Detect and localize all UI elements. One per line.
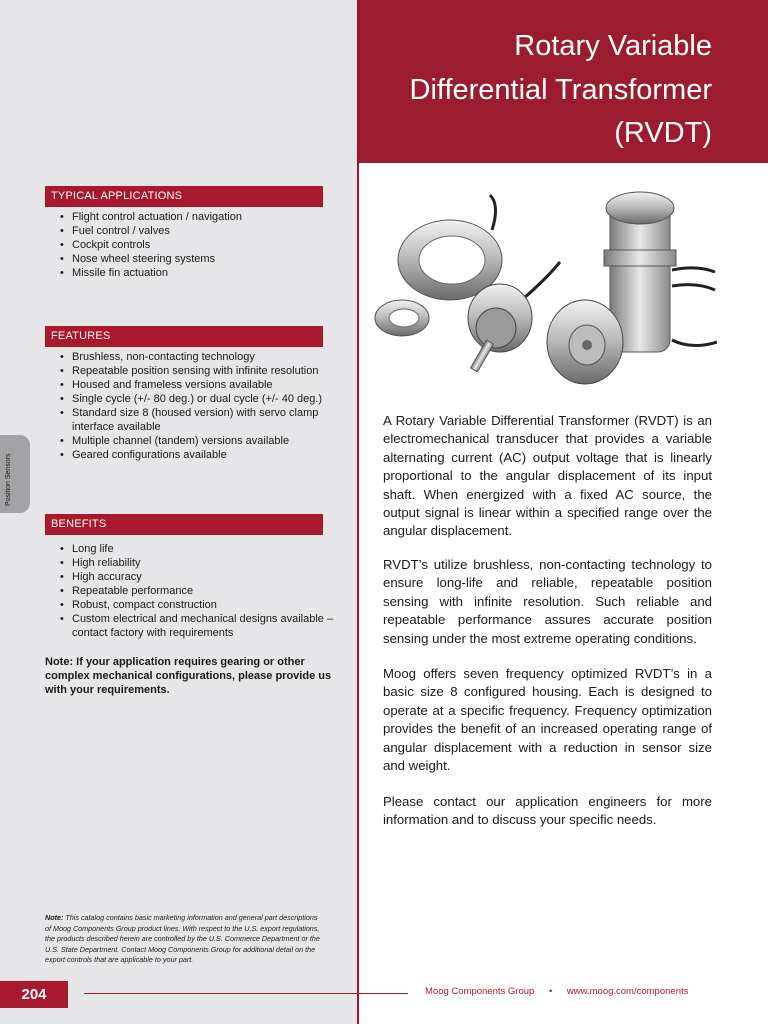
footnote-label: Note: bbox=[45, 913, 64, 922]
intro-paragraph: A Rotary Variable Differential Transformer (RVDT) is an electromechanical transducer that provides a variable alternating current (AC) output voltage that is linearly proportional to the angular displacement of its input shaft. When energized with a fixed AC source, the output signal is linear within a specified range over the angular displacement. bbox=[383, 413, 712, 539]
frequency-paragraph: Moog offers seven frequency optimized RVDT’s in a basic size 8 configured housing. Each is designed to operate at a specific frequency. Frequency optimization provides the benefit of an increased operating range of angular displacement with a reduction in sensor size and weight. bbox=[383, 666, 712, 774]
benefit-item: • Repeatable performance bbox=[60, 584, 345, 598]
typical-applications-heading: TYPICAL APPLICATIONS bbox=[45, 186, 323, 207]
page-title-line-3: (RVDT) bbox=[614, 117, 712, 149]
export-footnote bbox=[45, 913, 325, 966]
feature-item: • Brushless, non-contacting technology bbox=[60, 350, 345, 364]
technology-paragraph: RVDT’s utilize brushless, non-contacting technology to ensure long-life and reliable, repeatable position sensing with infinite resolution. Such reliable and repeatable performance assures accurate position sensing under the most extreme operating conditions. bbox=[383, 557, 712, 646]
feature-item: • Repeatable position sensing with infinite resolution bbox=[60, 364, 345, 378]
rvdt-product-photo bbox=[372, 190, 717, 402]
application-item: • Missile fin actuation bbox=[60, 266, 345, 280]
page-number: 204 bbox=[0, 981, 68, 1008]
benefit-item: • Custom electrical and mechanical designs available – contact factory with requirements bbox=[60, 612, 345, 640]
benefit-item: • Long life bbox=[60, 542, 345, 556]
application-item: • Fuel control / valves bbox=[60, 224, 345, 238]
features-list bbox=[60, 350, 345, 462]
benefits-heading: BENEFITS bbox=[45, 514, 323, 535]
footer-company-url bbox=[425, 986, 688, 998]
footer-url-link[interactable]: www.moog.com/components bbox=[566, 986, 689, 997]
features-heading: FEATURES bbox=[45, 326, 323, 347]
feature-item: • Geared configurations available bbox=[60, 448, 345, 462]
left-column-panel bbox=[0, 0, 357, 1024]
footnote-text: This catalog contains basic marketing information and general part descriptions of Moog Components Group product lines. With respect to the U.S. export regulations, the products described herein are controlled by the U.S. Commerce Department or the U.S. State Department. Contact Moog Components Group for additional detail on the export controls that are applicable to your part. bbox=[45, 913, 320, 964]
title-banner bbox=[359, 0, 768, 163]
footer-rule bbox=[84, 993, 408, 994]
application-item: • Cockpit controls bbox=[60, 238, 345, 252]
benefit-item: • High accuracy bbox=[60, 570, 345, 584]
feature-item: • Multiple channel (tandem) versions available bbox=[60, 434, 345, 448]
gearing-note: Note: If your application requires gearing or other complex mechanical configurations, please provide us with your requirements. bbox=[45, 656, 332, 696]
feature-item: • Housed and frameless versions available bbox=[60, 378, 345, 392]
side-tab-label: Position Sensors bbox=[5, 453, 12, 506]
application-item: • Nose wheel steering systems bbox=[60, 252, 345, 266]
page-title-line-2: Differential Transformer bbox=[409, 74, 712, 106]
benefit-item: • Robust, compact construction bbox=[60, 598, 345, 612]
contact-paragraph: Please contact our application engineers for more information and to discuss your specific needs. bbox=[383, 794, 712, 828]
typical-applications-list bbox=[60, 210, 345, 280]
application-item: • Flight control actuation / navigation bbox=[60, 210, 345, 224]
benefits-list bbox=[60, 542, 345, 640]
page-title-line-1: Rotary Variable bbox=[514, 30, 712, 62]
section-side-tab bbox=[0, 435, 30, 513]
footer-company: Moog Components Group bbox=[425, 986, 535, 997]
feature-item: • Single cycle (+/- 80 deg.) or dual cycle (+/- 40 deg.) bbox=[60, 392, 345, 406]
footer-separator: • bbox=[548, 986, 553, 997]
feature-item: • Standard size 8 (housed version) with servo clamp interface available bbox=[60, 406, 345, 434]
benefit-item: • High reliability bbox=[60, 556, 345, 570]
